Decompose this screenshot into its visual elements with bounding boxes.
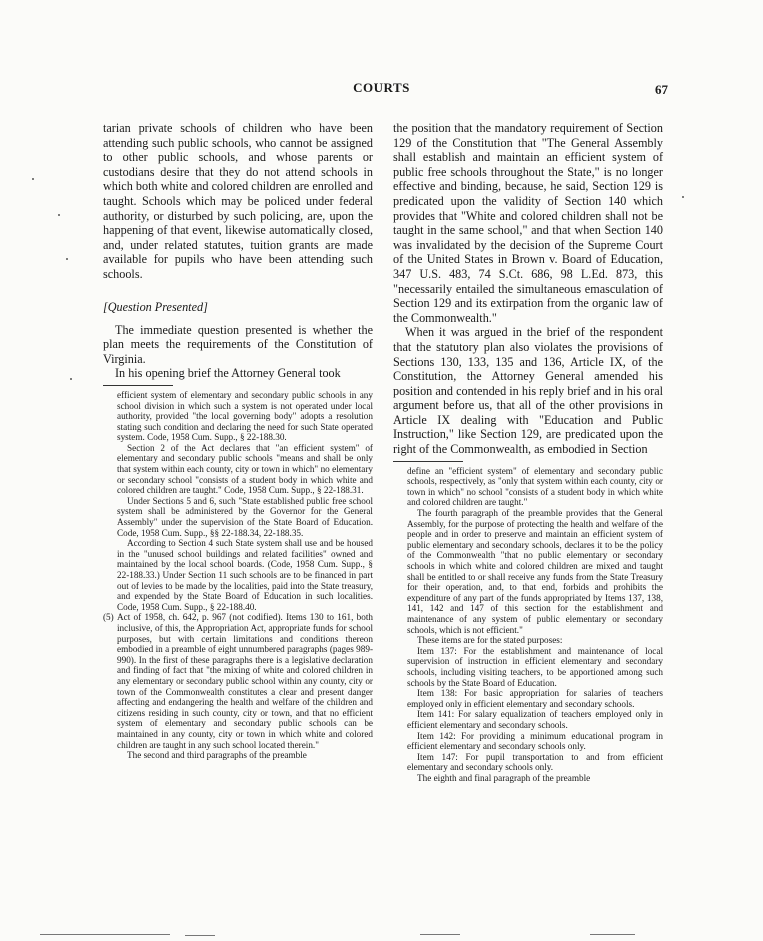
footnote-paragraph: Under Sections 5 and 6, such "State established public free school system shall be administered by the Governor for the General Assembly" under the supervision of the State Board of Education. Code, 1958 Cum. Supp., §§ 22-188.34, 22-188.35.	[117, 495, 373, 538]
footnote-5	[103, 612, 373, 750]
footnote-paragraph: The eighth and final paragraph of the preamble	[417, 772, 591, 783]
section-heading: [Question Presented]	[103, 299, 208, 314]
footnote-item: Item 137: For the establishment and maintenance of local supervision of instruction in efficient elementary and secondary schools, including visiting teachers, to be apportioned among such schools by the State Board of Education.	[407, 645, 663, 688]
scan-edge-mark	[185, 935, 215, 936]
scan-edge-mark	[590, 934, 635, 935]
body-paragraph: When it was argued in the brief of the respondent that the statutory plan also violates the provisions of Sections 130, 133, 135 and 136, Article IX, of the Constitution, the Attorney General amended his position and contended in his reply brief and in his oral argument before us, that all of the other provisions in Article IX dealing with "Education and Public Instruction," like Section 129, are predicated upon the right of the Commonwealth, as embodied in Section	[393, 325, 663, 457]
footnote-marker: (5)	[103, 612, 114, 623]
footnotes	[103, 390, 373, 761]
footnote-rule	[393, 461, 463, 462]
footnote-paragraph: efficient system of elementary and secondary public schools in any school division in which such a system is not operated under local authority, provided "the local governing body" adopts a resolution stating such condition and declaring the need for such State operated system. Code, 1958 Cum. Supp., § 22-188.30.	[117, 389, 373, 443]
page-header	[0, 80, 763, 100]
footnote-paragraph: The fourth paragraph of the preamble provides that the General Assembly, for the purpose of protecting the health and welfare of the people and in order to preserve and maintain an efficient system of public elementary and secondary schools, declares it to be the policy of the Commonwealth "that no public elementary or secondary schools in which white and colored children are mixed and taught shall be entitled to or shall receive any funds from the State Treasury for their operation, and, to that end, forbids and prohibits the expenditure of any part of the funds appropriated by Items 137, 138, 141, 142 and 147 of this section for the establishment and maintenance of any system of public elementary or secondary schools, which is not efficient."	[407, 508, 663, 635]
footnote-paragraph: According to Section 4 such State system shall use and be housed in the "unused school buildings and related facilities" owned and maintained by the local school boards. (Code, 1958 Cum. Supp., § 22-188.33.) Under Section 11 such schools are to be financed in part out of levies to be made by the localities, paid into the State treasury, and expended by the State Board of Education in such localities. Code, 1958 Cum. Supp., § 22-188.40.	[117, 538, 373, 612]
footnote-paragraph: define an "efficient system" of elementary and secondary public schools, respectively, as "only that system within each county, city or town in which" no school "consists of a student body in which white and colored children are taught."	[407, 465, 663, 508]
footnote-paragraph: These items are for the stated purposes:	[417, 635, 563, 646]
body-paragraph: the position that the mandatory requirement of Section 129 of the Constitution that "The General Assembly shall establish and maintain an efficient system of public free schools throughout the State," is no longer effective and binding, because, he said, Section 129 is predicated upon the validity of Section 140 which provides that "White and colored children shall not be taught in the same school," and that when Section 140 was invalidated by the decision of the Supreme Court of the United States in Brown v. Board of Education, 347 U.S. 483, 74 S.Ct. 686, 98 L.Ed. 873, this "necessarily entailed the simultaneous emasculation of Section 129 and its extirpation from the organic law of the Commonwealth."	[393, 121, 663, 325]
footnote-text: Act of 1958, ch. 642, p. 967 (not codified). Items 130 to 161, both inclusive, of this, the Appropriation Act, appropriate funds for school purposes, but with certain limitations and conditions thereon embodied in a preamble of eight unnumbered paragraphs (pages 989-990). In the first of these paragraphs there is a legislative declaration and finding of fact that "the mixing of white and colored children in any elementary or secondary public school within any county, city or town of the Commonwealth constitutes a clear and present danger affecting and endangering the health and welfare of the children and citizens residing in such county, city or town, and that no efficient system of elementary and secondary public schools can be maintained in any county, city or town in which white and colored children are taught in any such school located therein."	[117, 612, 373, 750]
footnote-item: Item 138: For basic appropriation for salaries of teachers employed only in efficient elementary and secondary schools.	[407, 688, 663, 709]
footnote-item: Item 142: For providing a minimum educational program in efficient elementary and secondary schools only.	[407, 730, 663, 752]
running-head: COURTS	[353, 80, 410, 95]
footnote-item: Item 147: For pupil transportation to and from efficient elementary and secondary schools only.	[407, 751, 663, 773]
scan-speck	[66, 258, 68, 260]
footnotes	[393, 466, 663, 784]
body-paragraph: The immediate question presented is whether the plan meets the requirements of the Constitution of Virginia.	[103, 322, 373, 366]
body-paragraph: tarian private schools of children who have been attending such public schools, who cannot be assigned to other public schools, and whose parents or custodians desire that they do not attend schools in which both white and colored children are enrolled and taught. Schools which may be policed under federal authority, or disturbed by such policing, are, upon the happening of that event, likewise automatically closed, and, under related statutes, tuition grants are made available for pupils who have been attending such schools.	[103, 121, 373, 281]
scan-speck	[32, 178, 34, 180]
scan-speck	[58, 214, 60, 216]
footnote-item: Item 141: For salary equalization of teachers employed only in efficient elementary and secondary schools.	[407, 709, 663, 730]
left-column	[103, 121, 373, 761]
footnote-rule	[103, 385, 173, 386]
page-number: 67	[655, 82, 668, 97]
footnote-paragraph: The second and third paragraphs of the preamble	[127, 750, 307, 761]
footnote-paragraph: Section 2 of the Act declares that "an efficient system" of elementary and secondary public schools "means and shall be only that system within each county, city or town in which" no elementary or secondary school "consists of a student body in which white and colored children are taught." Code, 1958 Cum. Supp., § 22-188.31.	[117, 442, 373, 496]
scan-speck	[682, 196, 684, 198]
scan-edge-mark	[420, 934, 460, 935]
right-column	[393, 121, 663, 783]
body-paragraph: In his opening brief the Attorney General took	[115, 366, 341, 381]
scan-edge-mark	[40, 934, 170, 935]
scan-speck	[70, 378, 72, 380]
